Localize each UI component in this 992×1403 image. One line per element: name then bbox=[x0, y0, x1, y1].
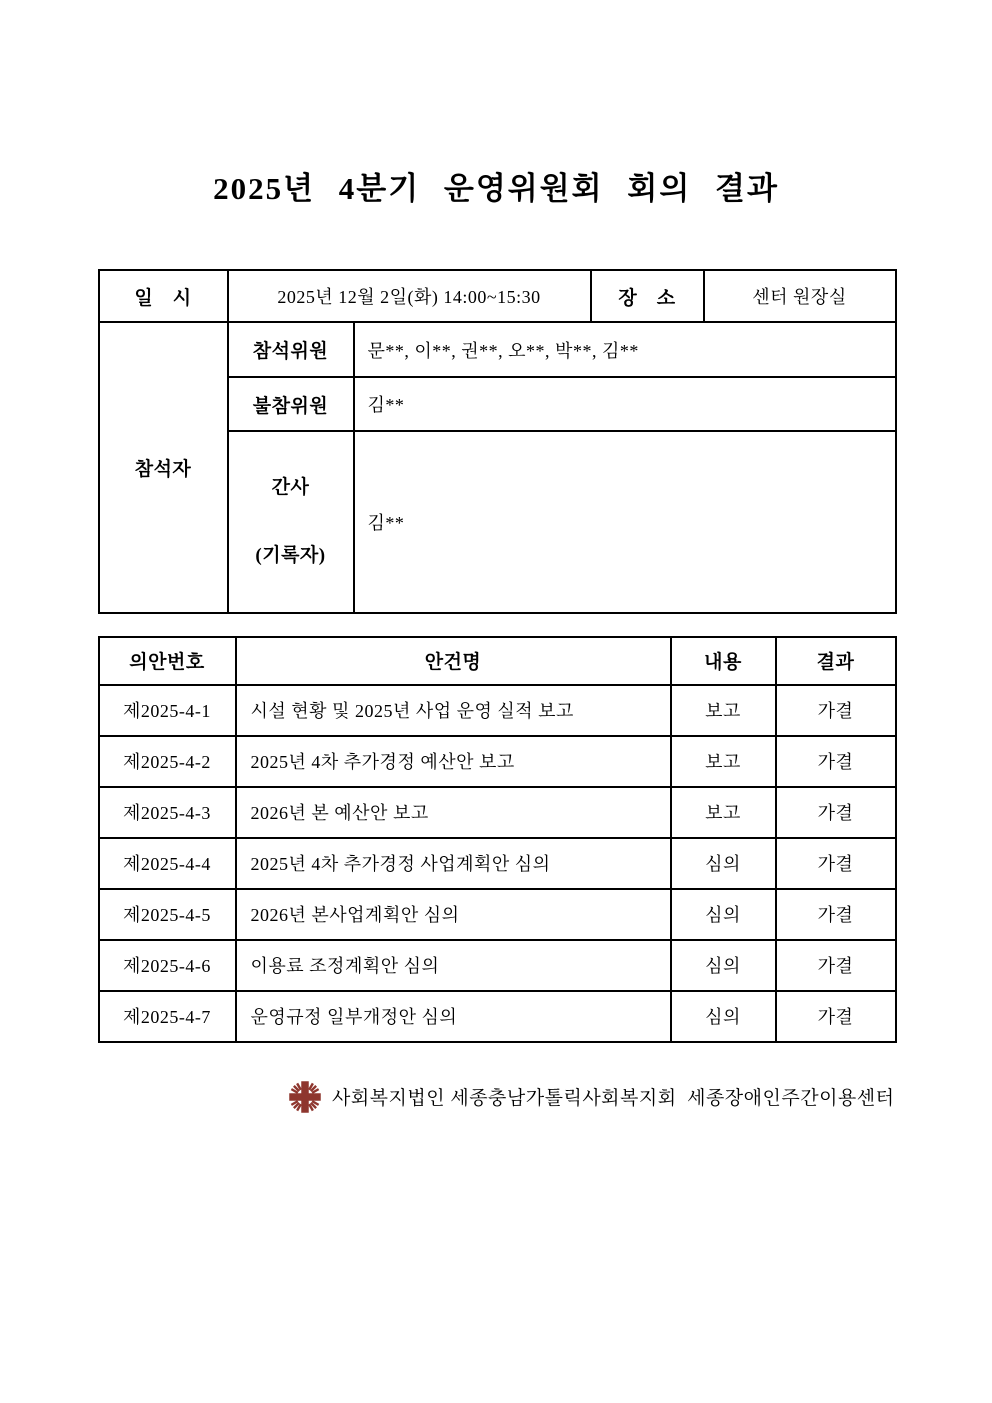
attendee-role-label: 참석위원 bbox=[228, 322, 354, 377]
agenda-col-name: 안건명 bbox=[236, 637, 671, 685]
meeting-info-table bbox=[98, 269, 897, 614]
attendee-role-label-line1: 간사 bbox=[271, 477, 310, 499]
agenda-no-cell: 제2025-4-2 bbox=[99, 736, 236, 787]
agenda-result-cell: 가결 bbox=[776, 685, 896, 736]
agenda-table bbox=[98, 636, 897, 1043]
org-footer bbox=[98, 1079, 895, 1115]
place-label-cell: 장 소 bbox=[591, 270, 704, 322]
agenda-name-cell: 시설 현황 및 2025년 사업 운영 실적 보고 bbox=[236, 685, 671, 736]
organization-name: 사회복지법인 세종충남가톨릭사회복지회 세종장애인주간이용센터 bbox=[331, 1088, 895, 1110]
agenda-name-cell: 이용료 조정계획안 심의 bbox=[236, 940, 671, 991]
page-title: 2025년 4분기 운영위원회 회의 결과 bbox=[213, 171, 779, 206]
attendee-role-label-line2: (기록자) bbox=[255, 544, 326, 566]
attendee-names: 김** bbox=[354, 431, 896, 613]
agenda-col-type: 내용 bbox=[671, 637, 776, 685]
attendee-role-label: 불참위원 bbox=[228, 377, 354, 431]
agenda-name-cell: 2026년 본 예산안 보고 bbox=[236, 787, 671, 838]
agenda-no-cell: 제2025-4-7 bbox=[99, 991, 236, 1042]
agenda-type-cell: 심의 bbox=[671, 940, 776, 991]
agenda-row bbox=[99, 940, 896, 991]
agenda-result-cell: 가결 bbox=[776, 838, 896, 889]
agenda-type-cell: 심의 bbox=[671, 889, 776, 940]
agenda-col-no: 의안번호 bbox=[99, 637, 236, 685]
agenda-result-cell: 가결 bbox=[776, 940, 896, 991]
agenda-row bbox=[99, 838, 896, 889]
agenda-name-cell: 2025년 4차 추가경정 예산안 보고 bbox=[236, 736, 671, 787]
agenda-type-cell: 보고 bbox=[671, 736, 776, 787]
agenda-result-cell: 가결 bbox=[776, 787, 896, 838]
info-row-datetime bbox=[99, 270, 896, 322]
agenda-result-cell: 가결 bbox=[776, 736, 896, 787]
agenda-name-cell: 운영규정 일부개정안 심의 bbox=[236, 991, 671, 1042]
agenda-result-cell: 가결 bbox=[776, 991, 896, 1042]
agenda-col-result: 결과 bbox=[776, 637, 896, 685]
place-value-cell: 센터 원장실 bbox=[704, 270, 896, 322]
agenda-result-cell: 가결 bbox=[776, 889, 896, 940]
agenda-header-row bbox=[99, 637, 896, 685]
agenda-row bbox=[99, 889, 896, 940]
caritas-cross-icon bbox=[287, 1079, 323, 1115]
attendees-group-label-cell: 참석자 bbox=[99, 322, 228, 613]
attendee-role-label bbox=[228, 431, 354, 613]
attendee-names: 문**, 이**, 권**, 오**, 박**, 김** bbox=[354, 322, 896, 377]
agenda-no-cell: 제2025-4-4 bbox=[99, 838, 236, 889]
agenda-name-cell: 2026년 본사업계획안 심의 bbox=[236, 889, 671, 940]
agenda-row bbox=[99, 736, 896, 787]
agenda-no-cell: 제2025-4-6 bbox=[99, 940, 236, 991]
agenda-type-cell: 보고 bbox=[671, 685, 776, 736]
agenda-type-cell: 보고 bbox=[671, 787, 776, 838]
agenda-row bbox=[99, 787, 896, 838]
agenda-no-cell: 제2025-4-5 bbox=[99, 889, 236, 940]
agenda-type-cell: 심의 bbox=[671, 838, 776, 889]
attendee-row bbox=[99, 322, 896, 377]
datetime-value-cell: 2025년 12월 2일(화) 14:00~15:30 bbox=[228, 270, 591, 322]
document-content bbox=[98, 269, 895, 1115]
agenda-row bbox=[99, 991, 896, 1042]
agenda-type-cell: 심의 bbox=[671, 991, 776, 1042]
agenda-row bbox=[99, 685, 896, 736]
datetime-label-cell: 일 시 bbox=[99, 270, 228, 322]
agenda-no-cell: 제2025-4-1 bbox=[99, 685, 236, 736]
agenda-name-cell: 2025년 4차 추가경정 사업계획안 심의 bbox=[236, 838, 671, 889]
attendee-names: 김** bbox=[354, 377, 896, 431]
agenda-no-cell: 제2025-4-3 bbox=[99, 787, 236, 838]
